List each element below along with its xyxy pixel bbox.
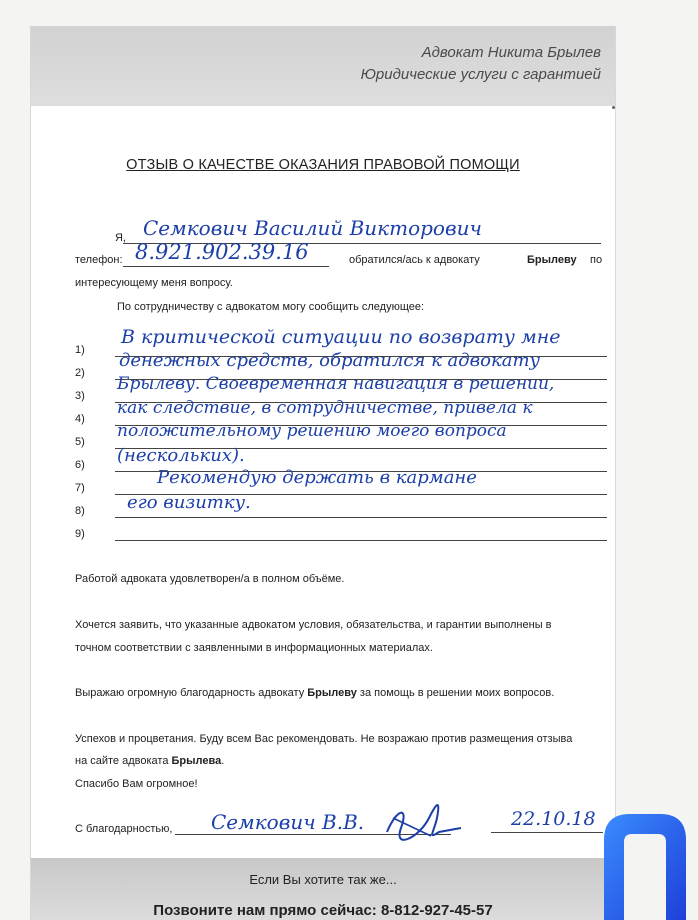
- brand-logo-icon: [600, 810, 690, 920]
- name-value: Семкович Василий Викторович: [143, 216, 482, 240]
- line-number: 6): [75, 459, 85, 471]
- line-text: положительному решению моего вопроса: [117, 421, 507, 441]
- signature-name: Семкович В.В.: [211, 810, 365, 834]
- date-underline: [491, 832, 603, 833]
- line-number: 1): [75, 344, 85, 356]
- line-text: как следствие, в сотрудничестве, привела к: [117, 398, 533, 418]
- lawyer-name: Брылеву: [527, 254, 577, 266]
- signature-label: С благодарностью,: [75, 823, 173, 835]
- wishes-line2: [75, 755, 224, 767]
- page-title: ОТЗЫВ О КАЧЕСТВЕ ОКАЗАНИЯ ПРАВОВОЙ ПОМОЩИ: [126, 157, 520, 173]
- phone-value: 8.921.902.39.16: [135, 240, 309, 264]
- line-underline: [115, 517, 607, 518]
- intro-text: По сотрудничеству с адвокатом могу сообщить следующее:: [117, 301, 425, 313]
- dot-mark: [612, 106, 615, 109]
- gratitude-after: за помощь в решении моих вопросов.: [359, 687, 555, 699]
- line-number: 7): [75, 482, 85, 494]
- review-form-sheet: [30, 26, 616, 920]
- line-text: Рекомендую держать в кармане: [157, 467, 477, 488]
- line-number: 4): [75, 413, 85, 425]
- line-text: Брылеву. Своевременная навигация в решении,: [117, 374, 555, 394]
- gratitude-lawyer-name: Брылеву: [307, 687, 357, 699]
- satisfaction-text: Работой адвоката удовлетворен/а в полном объёме.: [75, 573, 345, 585]
- name-label: Я,: [115, 232, 126, 244]
- line-number: 8): [75, 505, 85, 517]
- phone-after-text: обратился/ась к адвокату: [349, 254, 480, 266]
- signature-date: 22.10.18: [511, 808, 596, 830]
- line-number: 9): [75, 528, 85, 540]
- wishes-line1: Успехов и процветания. Буду всем Вас рекомендовать. Не возражаю против размещения отзыва: [75, 733, 573, 745]
- footer-call-to-action: Позвоните нам прямо сейчас: 8-812-927-45-57: [153, 902, 493, 919]
- footer-question: Если Вы хотите так же...: [249, 872, 397, 887]
- line-text: В критической ситуации по возврату мне: [121, 326, 561, 348]
- signature-scribble: [379, 788, 469, 848]
- line-underline: [115, 540, 607, 541]
- line-number: 5): [75, 436, 85, 448]
- wishes-before: на сайте адвоката: [75, 755, 169, 767]
- line-number: 2): [75, 367, 85, 379]
- statement-line1: Хочется заявить, что указанные адвокатом условия, обязательства, и гарантии выполнены в: [75, 619, 552, 631]
- line-text: денежных средств, обратился к адвокату: [119, 350, 540, 371]
- statement-line2: точном соответствии с заявленными в информационных материалах.: [75, 642, 433, 654]
- wishes-lawyer-name: Брылева: [171, 755, 222, 767]
- line-number: 3): [75, 390, 85, 402]
- header-tagline: Юридические услуги с гарантией: [360, 66, 601, 83]
- phone-label: телефон:: [75, 254, 123, 266]
- phone-tail-text: по: [590, 254, 603, 266]
- line-text: (нескольких).: [117, 445, 245, 466]
- phone-underline: [123, 266, 329, 267]
- gratitude-before: Выражаю огромную благодарность адвокату: [75, 687, 305, 699]
- header-lawyer-name: Адвокат Никита Брылев: [421, 44, 601, 61]
- thanks-text: Спасибо Вам огромное!: [75, 778, 198, 790]
- form-line2: интересующему меня вопросу.: [75, 277, 233, 289]
- wishes-after: .: [221, 755, 225, 767]
- line-text: его визитку.: [127, 492, 251, 513]
- gratitude-text: [75, 687, 554, 699]
